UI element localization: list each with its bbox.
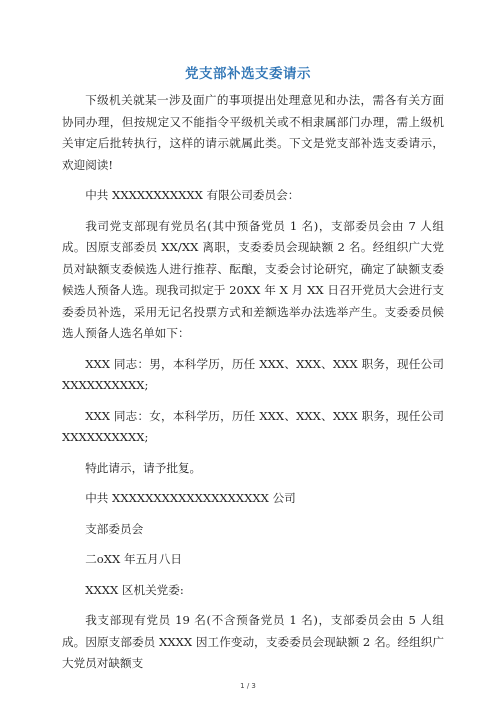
- signature-date: 二oXX 年五月八日: [85, 552, 182, 566]
- intro-paragraph: 下级机关就某一涉及面广的事项提出处理意见和办法，需各有关方面协同办理，但按规定又不能指令平级机关或不相隶属部门办理，需上级机关审定后批转执行，这样的请示就属此类。下文是党支部补选支委请示，欢迎阅读!: [62, 93, 444, 172]
- closing-line: 特此请示，请予批复。: [85, 460, 202, 475]
- candidate-2: XXX 同志：女，本科学历，历任 XXX、XXX、XXX 职务，现任公司 XXXXXXXXXX;: [62, 408, 444, 444]
- addressee-line: 中共 XXXXXXXXXXX 有限公司委员会：: [85, 188, 300, 202]
- signature-committee: 支部委员会: [85, 521, 144, 536]
- second-request-paragraph: 我支部现有党员 19 名(不含预备党员 1 名)，支部委员会由 5 人组成。因原支部委员 XXXX 因工作变动，支委委员会现缺额 2 名。经组织广大党员对缺额支: [62, 613, 444, 670]
- candidate-1: XXX 同志：男，本科学历，历任 XXX、XXX、XXX 职务，现任公司 XXXXXXXXXX;: [62, 356, 444, 392]
- document-body: [62, 90, 444, 684]
- request-paragraph: 我司党支部现有党员名(其中预备党员 1 名)，支部委员会由 7 人组成。因原支部委员 XX/XX 离职，支委委员会现缺额 2 名。经组织广大党员对缺额支委候选人进行推荐、酝酿，支委会讨论研究，确定了缺额支委候选人预备人选。现我司拟定于 20XX 年 X 月 XX 日召开党员大会进行支委委员补选，采用无记名投票方式和差额选举办法选举产生。支委委员候选人预备人选名单如下：: [62, 218, 444, 340]
- second-addressee: XXXX 区机关党委:: [85, 582, 184, 597]
- document-title: 党支部补选支委请示: [185, 66, 311, 82]
- page-number: 1 / 3: [240, 682, 256, 690]
- signature-company: 中共 XXXXXXXXXXXXXXXXXXX 公司: [85, 491, 296, 505]
